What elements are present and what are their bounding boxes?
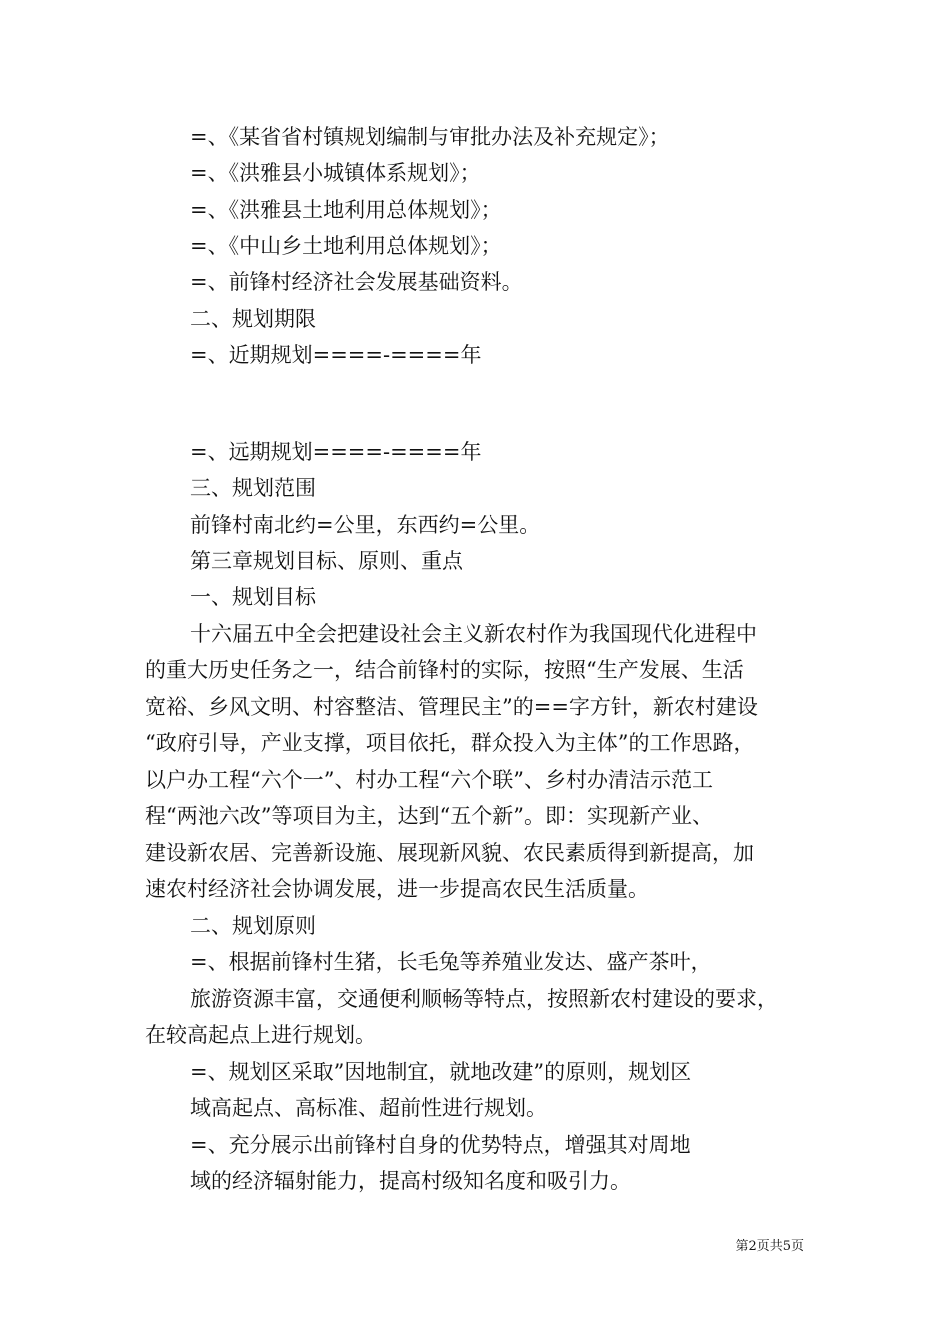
text-line: 前锋村南北约=公里，东西约=公里。 bbox=[190, 513, 541, 537]
paragraph-line: =、根据前锋村生猪，长毛兔等养殖业发达、盛产茶叶， bbox=[190, 950, 712, 974]
page-number-footer: 第2页共5页 bbox=[735, 1239, 804, 1254]
section-heading: 二、规划期限 bbox=[190, 307, 316, 331]
paragraph-line: 域高起点、高标准、超前性进行规划。 bbox=[190, 1096, 547, 1120]
paragraph-line: 建设新农居、完善新设施、展现新风貌、农民素质得到新提高，加 bbox=[145, 841, 754, 865]
section-heading: 一、规划目标 bbox=[190, 585, 316, 609]
section-heading: 二、规划原则 bbox=[190, 914, 316, 938]
text-line: =、近期规划====-====年 bbox=[190, 343, 482, 367]
chapter-heading: 第三章规划目标、原则、重点 bbox=[190, 549, 463, 573]
section-heading: 三、规划范围 bbox=[190, 476, 316, 500]
paragraph-line: 域的经济辐射能力，提高村级知名度和吸引力。 bbox=[190, 1169, 631, 1193]
text-line: =、《中山乡土地利用总体规划》； bbox=[190, 234, 502, 258]
paragraph-line: 十六届五中全会把建设社会主义新农村作为我国现代化进程中 bbox=[190, 622, 757, 646]
paragraph-line: 宽裕、乡风文明、村容整洁、管理民主”的==字方针，新农村建设 bbox=[145, 695, 758, 719]
paragraph-line: 在较高起点上进行规划。 bbox=[145, 1023, 376, 1047]
text-line: =、前锋村经济社会发展基础资料。 bbox=[190, 270, 523, 294]
paragraph-line: 以户办工程“六个一”、村办工程“六个联”、乡村办清洁示范工 bbox=[145, 768, 713, 792]
text-line: =、远期规划====-====年 bbox=[190, 440, 482, 464]
paragraph-line: =、充分展示出前锋村自身的优势特点，增强其对周地 bbox=[190, 1133, 691, 1157]
text-line: =、《某省省村镇规划编制与审批办法及补充规定》； bbox=[190, 125, 670, 149]
paragraph-line: 程“两池六改”等项目为主，达到“五个新”。即：实现新产业、 bbox=[145, 804, 713, 828]
paragraph-line: 的重大历史任务之一，结合前锋村的实际，按照“生产发展、生活 bbox=[145, 658, 744, 682]
text-line: =、《洪雅县小城镇体系规划》； bbox=[190, 161, 481, 185]
paragraph-line: 速农村经济社会协调发展，进一步提高农民生活质量。 bbox=[145, 877, 649, 901]
paragraph-line: =、规划区采取”因地制宜，就地改建”的原则，规划区 bbox=[190, 1060, 692, 1084]
text-line: =、《洪雅县土地利用总体规划》； bbox=[190, 198, 502, 222]
paragraph-line: “政府引导，产业支撑，项目依托，群众投入为主体”的工作思路， bbox=[145, 731, 755, 755]
paragraph-line: 旅游资源丰富，交通便利顺畅等特点，按照新农村建设的要求， bbox=[190, 987, 778, 1011]
